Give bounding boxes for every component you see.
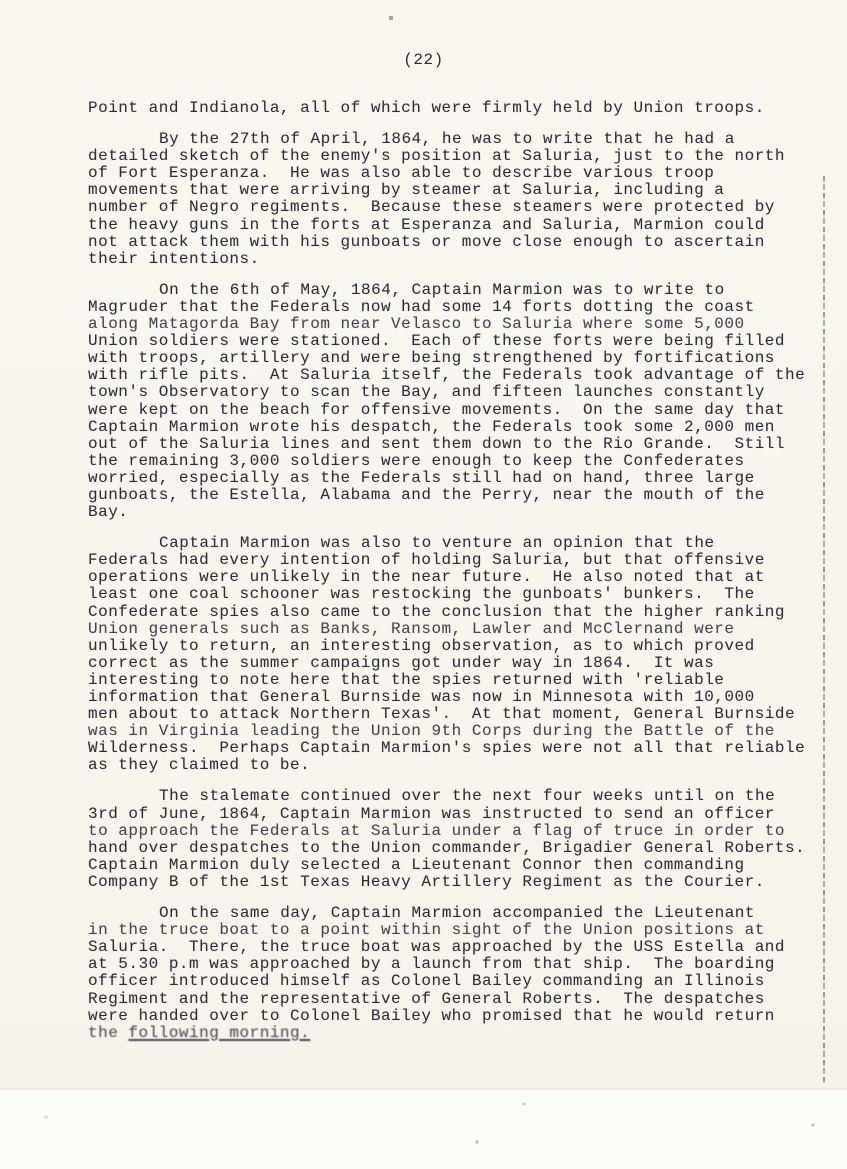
text-line: unlikely to return, an interesting observation, as to which proved	[88, 636, 755, 655]
scanner-bed	[0, 1088, 847, 1169]
text-line: On the same day, Captain Marmion accompanied the Lieutenant	[159, 904, 755, 923]
text-line: least one coal schooner was restocking the gunboats' bunkers. The	[88, 585, 755, 604]
text-line: were kept on the beach for offensive movements. On the same day that	[88, 400, 786, 419]
paragraph	[88, 905, 828, 1042]
text-line: Magruder that the Federals now had some 14 forts dotting the coast	[88, 297, 755, 316]
text-line: worried, especially as the Federals still had on hand, three large	[88, 468, 755, 487]
text-line: The stalemate continued over the next four weeks until on the	[159, 787, 776, 806]
text-line: Regiment and the representative of General Roberts. The despatches	[88, 989, 765, 1008]
text-line: officer introduced himself as Colonel Bailey commanding an Illinois	[88, 972, 765, 991]
text-line: interesting to note here that the spies returned with 'reliable	[88, 670, 725, 689]
text-line: their intentions.	[88, 249, 260, 268]
text-line: in the truce boat to a point within sight of the Union positions at	[88, 921, 765, 940]
text-line: Confederate spies also came to the conclusion that the higher ranking	[88, 602, 786, 621]
text-line: detailed sketch of the enemy's position at Saluria, just to the north	[88, 147, 786, 166]
text-line: hand over despatches to the Union commander, Brigadier General Roberts.	[88, 838, 806, 857]
text-line	[88, 1025, 828, 1042]
text-line: at 5.30 p.m was approached by a launch from that ship. The boarding	[88, 955, 775, 974]
text-line: Company B of the 1st Texas Heavy Artillery Regiment as the Courier.	[88, 872, 765, 891]
text-line: town's Observatory to scan the Bay, and fifteen launches constantly	[88, 383, 765, 402]
text-line: gunboats, the Estella, Alabama and the Perry, near the mouth of the	[88, 485, 765, 504]
text-line: correct as the summer campaigns got under way in 1864. It was	[88, 653, 715, 672]
text-line: movements that were arriving by steamer at Saluria, including a	[88, 181, 725, 200]
text-line: to approach the Federals at Saluria under a flag of truce in order to	[88, 821, 786, 840]
text-line: with rifle pits. At Saluria itself, the Federals took advantage of the	[88, 366, 806, 385]
text-line: Union generals such as Banks, Ransom, Lawler and McClernand were	[88, 619, 735, 638]
text-line: out of the Saluria lines and sent them down to the Rio Grande. Still	[88, 434, 786, 453]
underlined-text: following morning.	[128, 1023, 311, 1042]
text-line: operations were unlikely in the near future. He also noted that at	[88, 568, 765, 587]
text-line: Point and Indianola, all of which were firmly held by Union troops.	[88, 99, 765, 117]
paragraph	[88, 100, 828, 117]
paragraph	[88, 535, 828, 774]
text-line: with troops, artillery and were being strengthened by fortifications	[88, 349, 775, 368]
paragraph	[88, 131, 828, 268]
text-line: number of Negro regiments. Because these steamers were protected by	[88, 198, 775, 217]
text-line: Captain Marmion duly selected a Lieutenant Connor then commanding	[88, 855, 745, 874]
text-line: were handed over to Colonel Bailey who promised that he would return	[88, 1006, 775, 1025]
text-line: Captain Marmion wrote his despatch, the Federals took some 2,000 men	[88, 417, 775, 436]
text-line: Captain Marmion was also to venture an opinion that the	[159, 534, 715, 553]
text-line: Wilderness. Perhaps Captain Marmion's spies were not all that reliable	[88, 739, 806, 758]
text-line: By the 27th of April, 1864, he was to write that he had a	[159, 130, 735, 149]
text-line: as they claimed to be.	[88, 756, 311, 775]
text-line: Union soldiers were stationed. Each of these forts were being filled	[88, 332, 786, 351]
text-line: was in Virginia leading the Union 9th Corps during the Battle of the	[88, 722, 775, 741]
scan-artifact-line	[823, 176, 825, 1084]
text-line: On the 6th of May, 1864, Captain Marmion was to write to	[159, 280, 725, 299]
paragraph	[88, 282, 828, 521]
document-body	[88, 100, 828, 1056]
text-line: along Matagorda Bay from near Velasco to Saluria where some 5,000	[88, 315, 745, 334]
text-line: of Fort Esperanza. He was also able to describe various troop	[88, 164, 715, 183]
dust-specks	[0, 0, 2, 2]
page-number: (22)	[403, 51, 444, 69]
paragraph	[88, 788, 828, 891]
text-line: the remaining 3,000 soldiers were enough to keep the Confederates	[88, 451, 745, 470]
text-line: not attack them with his gunboats or move close enough to ascertain	[88, 232, 765, 251]
text-line: Federals had every intention of holding Saluria, but that offensive	[88, 551, 765, 570]
text-line: information that General Burnside was now in Minnesota with 10,000	[88, 688, 755, 706]
text-line: men about to attack Northern Texas'. At that moment, General Burnside	[88, 705, 796, 724]
text-fragment: the	[88, 1023, 129, 1042]
text-line: the heavy guns in the forts at Esperanza and Saluria, Marmion could	[88, 215, 765, 234]
text-line: Saluria. There, the truce boat was approached by the USS Estella and	[88, 938, 786, 957]
text-line: 3rd of June, 1864, Captain Marmion was instructed to send an officer	[88, 804, 775, 823]
text-line: Bay.	[88, 503, 129, 522]
